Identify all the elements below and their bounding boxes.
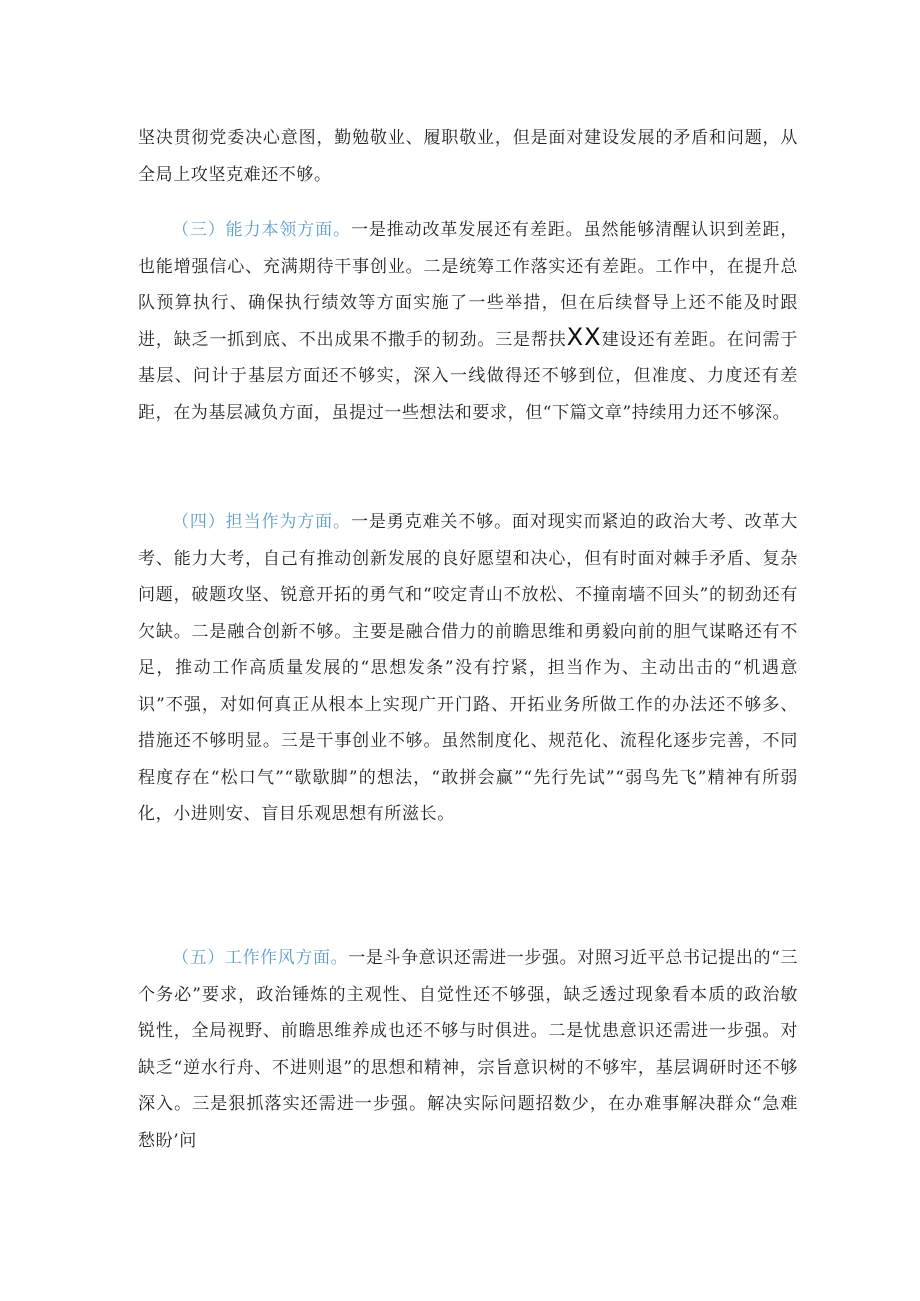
- section-ability-body-before: 一是推动改革发展还有差距。虽然能够清醒认识到差距，也能增强信心、充满期待干事创业。二是统筹工作落实还有差距。工作中，在提升总队预算执行、确保执行绩效等方面实施了一些举措，但在后续督导上还不能及时跟进，缺乏一抓到底、不出成果不撒手的韧劲。三是帮扶: [138, 220, 799, 350]
- section-ability: [138, 212, 798, 431]
- section-ability-emphasis: XX: [566, 322, 602, 351]
- section-work-style: [138, 940, 798, 1159]
- section-work-style-paragraph: [138, 940, 798, 1159]
- section-ability-paragraph: [138, 212, 798, 431]
- section-responsibility-heading: （四）担当作为方面。: [172, 512, 351, 532]
- intro-paragraph-text: 坚决贯彻党委决心意图，勤勉敬业、履职敬业，但是面对建设发展的矛盾和问题，从全局上攻坚克难还不够。: [138, 128, 798, 185]
- section-responsibility-paragraph: [138, 504, 798, 833]
- section-responsibility: [138, 504, 798, 833]
- section-work-style-body: 一是斗争意识还需进一步强。对照习近平总书记提出的“三个务必”要求，政治锤炼的主观性、自觉性还不够强，缺乏透过现象看本质的政治敏锐性，全局视野、前瞻思维养成也还不够与时俱进。二是忧患意识还需进一步强。对缺乏“逆水行舟、不进则退”的思想和精神，宗旨意识树的不够牢，基层调研时还不够深入。三是狠抓落实还需进一步强。解决实际问题招数少，在办难事解决群众“急难愁盼’问: [138, 948, 798, 1151]
- section-ability-heading: （三）能力本领方面。: [172, 220, 351, 240]
- section-responsibility-body: 一是勇克难关不够。面对现实而紧迫的政治大考、改革大考、能力大考，自己有推动创新发展的良好愿望和决心，但有时面对棘手矛盾、复杂问题，破题攻坚、锐意开拓的勇气和“咬定青山不放松、不撞南墙不回头”的韧劲还有欠缺。二是融合创新不够。主要是融合借力的前瞻思维和勇毅向前的胆气谋略还有不足，推动工作高质量发展的“思想发条”没有拧紧，担当作为、主动出击的“机遇意识”不强，对如何真正从根本上实现广开门路、开拓业务所做工作的办法还不够多、措施还不够明显。三是干事创业不够。虽然制度化、规范化、流程化逐步完善，不同程度存在“松口气”“歇歇脚”的想法，“敢拼会赢”“先行先试”“弱鸟先飞”精神有所弱化，小进则安、盲目乐观思想有所滋长。: [138, 512, 799, 824]
- section-work-style-heading: （五）工作作风方面。: [172, 948, 349, 968]
- intro-paragraph: [138, 120, 798, 193]
- intro-paragraph-block: [138, 120, 798, 193]
- section-ability-body-after: 建设还有差距。在问需于基层、问计于基层方面还不够实，深入一线做得还不够到位，但准度、力度还有差距，在为基层减负方面，虽提过一些想法和要求，但“下篇文章”持续用力还不够深。: [138, 329, 798, 423]
